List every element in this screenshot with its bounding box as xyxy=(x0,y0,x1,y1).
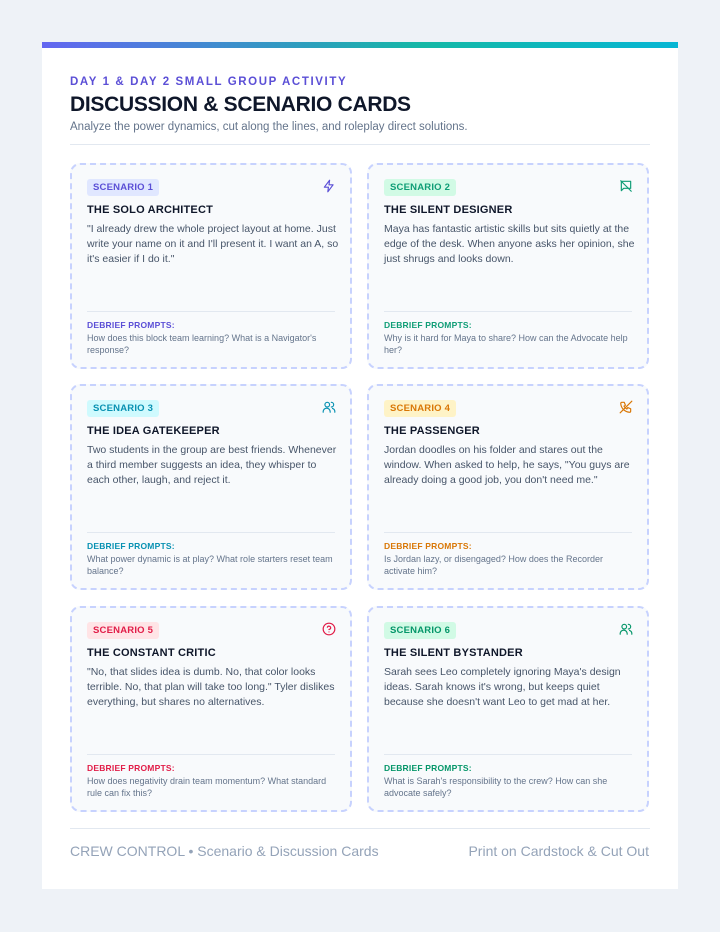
debrief-label: DEBRIEF PROMPTS: xyxy=(87,763,175,773)
debrief-label: DEBRIEF PROMPTS: xyxy=(384,541,472,551)
scenario-card-1 xyxy=(70,163,352,369)
debrief-label: DEBRIEF PROMPTS: xyxy=(87,541,175,551)
phone-off-icon xyxy=(619,400,633,414)
scenario-body: Jordan doodles on his folder and stares out the window. When asked to help, he says, "You guys are already doing a good job, you don't need me." xyxy=(384,444,630,486)
card-divider xyxy=(87,754,335,755)
users-icon xyxy=(619,622,633,636)
card-divider xyxy=(384,754,632,755)
scenario-badge: SCENARIO 3 xyxy=(87,400,159,417)
scenario-title: THE SILENT BYSTANDER xyxy=(384,647,523,659)
lightning-icon xyxy=(322,179,336,193)
debrief-text: Is Jordan lazy, or disengaged? How does the Recorder activate him? xyxy=(384,554,603,576)
debrief-text: Why is it hard for Maya to share? How can the Advocate help her? xyxy=(384,333,628,355)
debrief-text: What power dynamic is at play? What role starters reset team balance? xyxy=(87,554,333,576)
scenario-title: THE SILENT DESIGNER xyxy=(384,204,513,216)
card-divider xyxy=(384,532,632,533)
scenario-badge: SCENARIO 5 xyxy=(87,622,159,639)
footer-brand: CREW CONTROL • Scenario & Discussion Cards xyxy=(70,843,379,859)
scenario-body: Sarah sees Leo completely ignoring Maya's design ideas. Sarah knows it's wrong, but keeps quiet because she doesn't want Leo to get mad at her. xyxy=(384,666,621,708)
card-divider xyxy=(384,311,632,312)
scenario-title: THE SOLO ARCHITECT xyxy=(87,204,214,216)
scenario-badge: SCENARIO 4 xyxy=(384,400,456,417)
accent-bar xyxy=(42,42,678,48)
debrief-label: DEBRIEF PROMPTS: xyxy=(384,763,472,773)
eyebrow-label: DAY 1 & DAY 2 SMALL GROUP ACTIVITY xyxy=(70,76,348,88)
scenario-badge: SCENARIO 1 xyxy=(87,179,159,196)
activity-sheet xyxy=(42,42,678,889)
scenario-badge: SCENARIO 6 xyxy=(384,622,456,639)
page-title: DISCUSSION & SCENARIO CARDS xyxy=(70,93,411,116)
footer-instruction: Print on Cardstock & Cut Out xyxy=(468,843,649,859)
page-subtitle: Analyze the power dynamics, cut along the lines, and roleplay direct solutions. xyxy=(70,121,468,133)
header-divider xyxy=(70,144,650,145)
scenario-body: "No, that slides idea is dumb. No, that color looks terrible. No, that plan will take too long." Tyler dislikes everything, but shares no alternatives. xyxy=(87,666,335,708)
scenario-body: Maya has fantastic artistic skills but sits quietly at the edge of the desk. When anyone asks her opinion, she just shrugs and looks down. xyxy=(384,223,635,265)
users-icon xyxy=(322,400,336,414)
scenario-card-4 xyxy=(367,384,649,590)
card-divider xyxy=(87,532,335,533)
scenario-title: THE CONSTANT CRITIC xyxy=(87,647,216,659)
scenario-title: THE PASSENGER xyxy=(384,425,480,437)
scenario-body: "I already drew the whole project layout at home. Just write your name on it and I'll present it. I want an A, so it's easier if I do it." xyxy=(87,223,339,265)
footer-divider xyxy=(70,828,650,829)
scenario-card-6 xyxy=(367,606,649,812)
card-divider xyxy=(87,311,335,312)
debrief-text: What is Sarah's responsibility to the crew? How can she advocate safely? xyxy=(384,776,608,798)
question-circle-icon xyxy=(322,622,336,636)
debrief-text: How does this block team learning? What is a Navigator's response? xyxy=(87,333,317,355)
scenario-badge: SCENARIO 2 xyxy=(384,179,456,196)
scenario-card-5 xyxy=(70,606,352,812)
scenario-card-3 xyxy=(70,384,352,590)
debrief-label: DEBRIEF PROMPTS: xyxy=(384,320,472,330)
debrief-label: DEBRIEF PROMPTS: xyxy=(87,320,175,330)
scenario-title: THE IDEA GATEKEEPER xyxy=(87,425,220,437)
scenario-card-2 xyxy=(367,163,649,369)
muted-message-icon xyxy=(619,179,633,193)
scenario-body: Two students in the group are best friends. Whenever a third member suggests an idea, they whisper to each other, laugh, and reject it. xyxy=(87,444,337,486)
debrief-text: How does negativity drain team momentum? What standard rule can fix this? xyxy=(87,776,327,798)
